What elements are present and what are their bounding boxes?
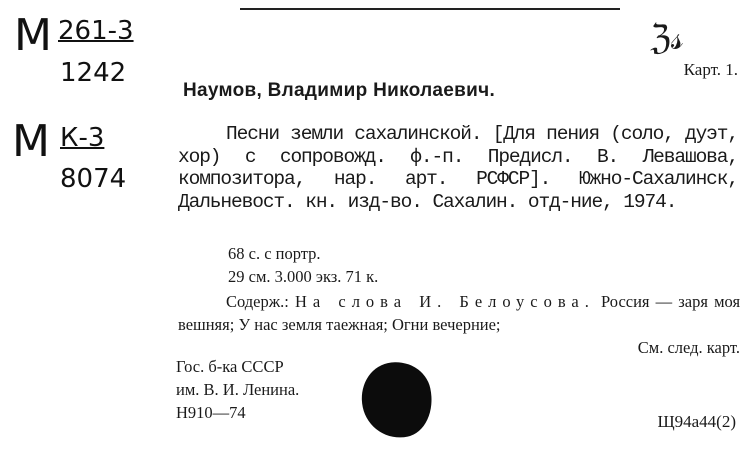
- shelfmark-1-top: 261-3: [58, 16, 134, 46]
- ink-blot: [355, 356, 439, 445]
- title-imprint: Песни земли сахалинской. [Для пения (соло, дуэт, хор) с сопровожд. ф.-п. Предисл. В. Левашова, композитора, нар. арт. РСФСР]. Южно-Сахалинск, Дальневост. кн. изд-во. Сахалин. отд-ние, 1974.: [178, 123, 738, 213]
- library-line-1: Гос. б-ка СССР: [176, 357, 284, 376]
- shelfmark-2-top: К-3: [60, 123, 105, 153]
- shelfmark-1-bottom: 1242: [60, 58, 127, 88]
- pagination: 68 с. с портр.: [228, 244, 321, 263]
- bibliographic-description: [178, 123, 738, 213]
- size-edition-price: 29 см. 3.000 экз. 71 к.: [228, 267, 379, 286]
- contents-songs: Россия — заря моя вешняя; У нас земля таежная; Огни вечерние;: [178, 292, 741, 334]
- contents-note: [178, 290, 740, 359]
- library-line-3: Н910—74: [176, 403, 246, 422]
- contents-label: Содерж.:: [226, 292, 289, 311]
- handwritten-scribble: ℨ𝓈: [650, 18, 684, 58]
- see-next-card: См. след. карт.: [637, 338, 740, 357]
- shelfmark-2-letter: М: [12, 116, 50, 167]
- author-heading: Наумов, Владимир Николаевич.: [183, 80, 496, 101]
- library-stamp: [176, 355, 299, 424]
- index-code: Щ94а44(2): [657, 412, 736, 431]
- contents-lyricist: На слова И. Белоусова.: [295, 292, 595, 311]
- card-number: Карт. 1.: [683, 60, 738, 79]
- library-line-2: им. В. И. Ленина.: [176, 380, 300, 399]
- shelfmark-2-bottom: 8074: [60, 164, 127, 194]
- top-rule: [240, 0, 620, 10]
- shelfmark-1-letter: М: [14, 10, 52, 61]
